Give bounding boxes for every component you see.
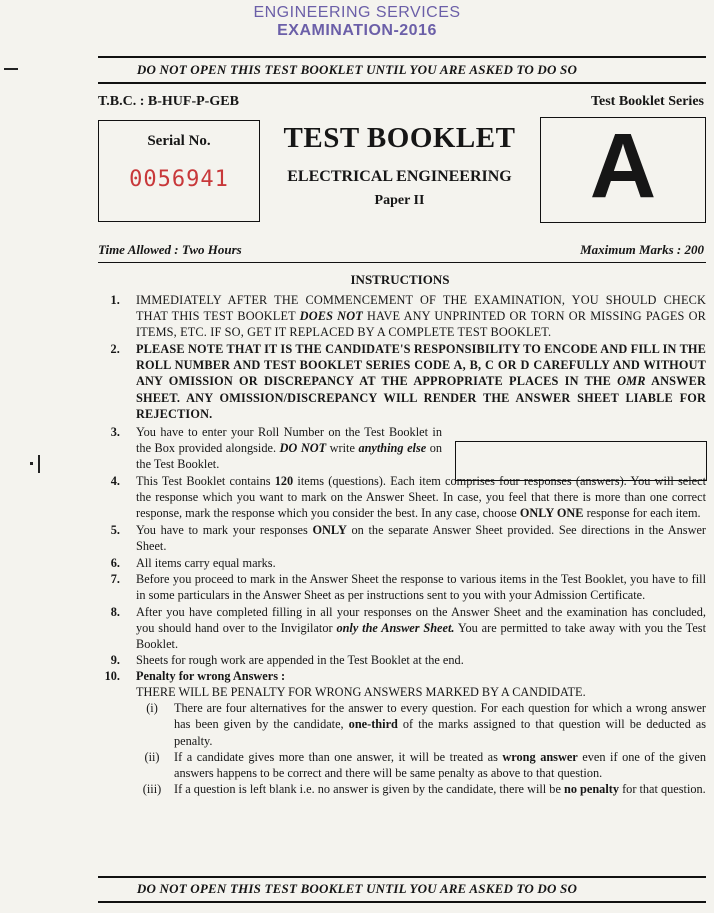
- item-number: 5.: [110, 523, 120, 538]
- instruction-item: [98, 522, 706, 554]
- series-letter: A: [589, 115, 657, 217]
- penalty-sub-item: [98, 700, 706, 748]
- series-box: [540, 117, 706, 223]
- item-text: for that question.: [619, 781, 706, 796]
- penalty-sub-item: [98, 749, 706, 781]
- maximum-marks: Maximum Marks : 200: [580, 242, 704, 257]
- item-number: 1.: [110, 293, 120, 307]
- item-text: IMMEDIATELY AFTER THE COMMENCEMENT OF THE EXAMINATION, YOU SHOULD CHECK THAT THIS TEST BOOKLET: [136, 293, 706, 324]
- instruction-item: [98, 652, 706, 668]
- item-number: 9.: [110, 653, 120, 668]
- item-text: Sheets for rough work are appended in the Test Booklet at the end.: [136, 653, 464, 668]
- item-text: response for each item.: [583, 506, 701, 521]
- item-text: If a candidate gives more than one answer, it will be treated as: [174, 749, 503, 764]
- serial-number: 0056941: [129, 167, 229, 192]
- item-text: on the Test Booklet.: [136, 440, 443, 471]
- bottom-rule: [98, 876, 706, 878]
- item-text: PLEASE NOTE THAT IT IS THE CANDIDATE'S RESPONSIBILITY TO ENCODE AND FILL IN THE ROLL NUMBER AND TEST BOOKLET SERIES CODE A, B, C OR D CAREFULLY AND WITHOUT ANY OMISSION OR DISCREPANCY AT THE APPROPRIATE PLACES IN THE: [136, 342, 706, 389]
- item-number: 3.: [110, 424, 120, 439]
- sub-number: (iii): [142, 781, 162, 796]
- margin-mark: [38, 455, 40, 473]
- top-warning-banner: DO NOT OPEN THIS TEST BOOKLET UNTIL YOU ARE ASKED TO DO SO: [136, 62, 578, 77]
- instructions-heading: INSTRUCTIONS: [350, 272, 450, 287]
- item-number: 10.: [104, 669, 120, 684]
- item-text: of the marks assigned to that question will be deducted as penalty.: [174, 717, 707, 748]
- instruction-item: [98, 571, 706, 603]
- item-text: THERE WILL BE PENALTY FOR WRONG ANSWERS MARKED BY A CANDIDATE.: [136, 685, 586, 700]
- instruction-item: [98, 292, 706, 340]
- tbc-code: T.B.C. : B-HUF-P-GEB: [98, 94, 239, 109]
- instruction-item: [98, 424, 442, 472]
- subject-title: ELECTRICAL ENGINEERING: [287, 168, 512, 185]
- top-rule-lower: [98, 82, 706, 84]
- item-bold: no penalty: [563, 781, 619, 796]
- item-emphasis: OMR: [617, 374, 646, 389]
- sub-number: (ii): [144, 749, 160, 764]
- margin-mark: [4, 68, 18, 70]
- item-number: 2.: [110, 342, 120, 357]
- time-allowed: Time Allowed : Two Hours: [98, 242, 242, 257]
- penalty-line: [98, 684, 706, 700]
- booklet-title: TEST BOOKLET: [283, 122, 516, 154]
- header-bottom-rule: [98, 262, 706, 263]
- exam-stamp-line1: ENGINEERING SERVICES: [253, 4, 461, 21]
- exam-stamp-line2: EXAMINATION-2016: [277, 22, 437, 39]
- instruction-item: [98, 604, 706, 652]
- instruction-item: [98, 668, 706, 684]
- item-text: This Test Booklet contains: [136, 474, 275, 489]
- instruction-item: [98, 555, 706, 571]
- item-number: 7.: [110, 571, 120, 586]
- item-bold: ONLY ONE: [519, 506, 584, 521]
- item-bold: 120: [274, 474, 294, 489]
- penalty-heading: Penalty for wrong Answers :: [136, 669, 286, 684]
- item-text: You are permitted to take away with you the Test Booklet.: [136, 620, 706, 651]
- item-text: You have to mark your responses: [136, 523, 313, 538]
- item-text: You have to enter your Roll Number on the Test Booklet in the Box provided alongside.: [136, 424, 442, 455]
- item-text: Before you proceed to mark in the Answer Sheet the response to various items in the Test Booklet, you have to fill in some particulars in the Answer Sheet as per instructions sent to you with your Admission Certificate.: [136, 571, 706, 602]
- roll-number-box[interactable]: [455, 441, 707, 481]
- paper-title: Paper II: [374, 193, 425, 208]
- serial-box: [98, 120, 260, 222]
- top-rule: [98, 56, 706, 58]
- bottom-warning-banner: DO NOT OPEN THIS TEST BOOKLET UNTIL YOU ARE ASKED TO DO SO: [136, 881, 578, 896]
- item-emphasis: only the Answer Sheet.: [336, 620, 455, 635]
- bottom-rule-lower: [98, 901, 706, 903]
- item-text: items (questions). Each item comprises four responses (answers). You will select the response which you want to mark on the Answer Sheet. In case, you feel that there is more than one correct response, mark the response which you consider the best. In any case, choose: [136, 474, 706, 521]
- item-emphasis: DOES NOT: [299, 309, 363, 324]
- margin-mark: [30, 462, 33, 465]
- instructions-list: [98, 292, 706, 797]
- penalty-sub-item: [98, 781, 706, 797]
- item-text: HAVE ANY UNPRINTED OR TORN OR MISSING PAGES OR ITEMS, ETC. IF SO, GET IT REPLACED BY A COMPLETE TEST BOOKLET.: [136, 309, 706, 340]
- item-text: ANSWER SHEET. ANY OMISSION/DISCREPANCY WILL RENDER THE ANSWER SHEET LIABLE FOR REJECTION.: [136, 374, 706, 421]
- item-text: All items carry equal marks.: [136, 555, 276, 570]
- item-number: 4.: [110, 474, 120, 489]
- item-emphasis: DO NOT: [279, 440, 327, 455]
- item-bold: wrong answer: [502, 749, 578, 764]
- series-label: Test Booklet Series: [590, 94, 704, 109]
- item-text: If a question is left blank i.e. no answer is given by the candidate, there will be: [174, 781, 564, 796]
- item-text: There are four alternatives for the answer to every question. For each question for which a wrong answer has been given by the candidate,: [174, 701, 706, 732]
- item-bold: ONLY: [312, 523, 347, 538]
- sub-number: (i): [146, 701, 158, 716]
- item-text: even if one of the given answers happens to be correct and there will be same penalty as above to that question.: [174, 749, 707, 780]
- item-text: write: [326, 440, 359, 455]
- item-bold: one-third: [348, 717, 398, 732]
- item-emphasis: anything else: [358, 440, 427, 455]
- item-text: on the separate Answer Sheet provided. See directions in the Answer Sheet.: [136, 523, 706, 554]
- item-number: 8.: [110, 604, 120, 619]
- item-text: After you have completed filling in all your responses on the Answer Sheet and the examination has concluded, you should hand over to the Invigilator: [136, 604, 706, 635]
- item-number: 6.: [110, 555, 120, 570]
- instruction-item: [98, 341, 706, 421]
- serial-label: Serial No.: [147, 133, 211, 149]
